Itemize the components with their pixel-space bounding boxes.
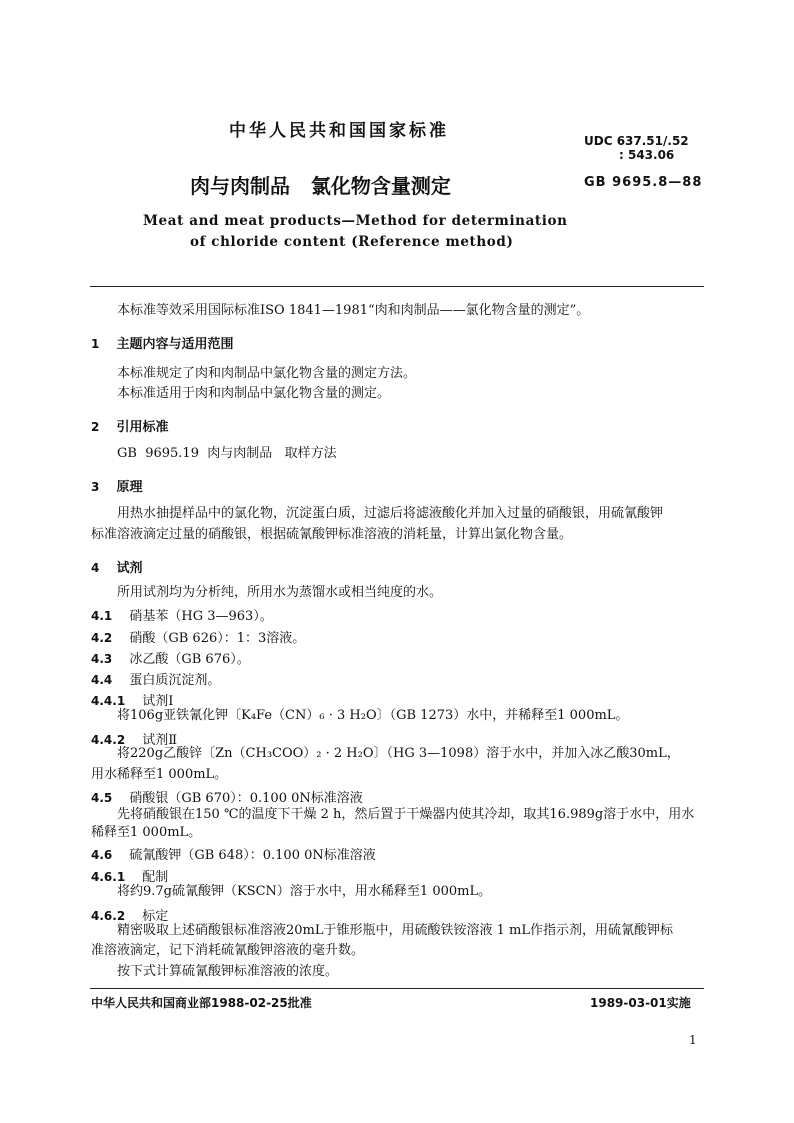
clause-text: 硝酸（GB 626）：1：3溶液。 xyxy=(129,631,306,646)
clause-number: 4.4 xyxy=(91,673,113,687)
page-number: 1 xyxy=(689,1033,697,1047)
section-3-paragraph-line-1: 用热水抽提样品中的氯化物，沉淀蛋白质，过滤后将滤液酸化并加入过量的硝酸银，用硫氰酸钾 xyxy=(117,506,664,521)
clause-4-4-1-text: 将106g亚铁氰化钾〔K₄Fe（CN）₆ · 3 H₂O〕（GB 1273）水中，并稀释至1 000mL。 xyxy=(117,708,629,723)
section-4-heading xyxy=(91,557,142,576)
section-number: 2 xyxy=(91,420,100,434)
gb-number: GB 9695.8—88 xyxy=(584,175,703,190)
org-title: 中华人民共和国国家标准 xyxy=(229,121,449,141)
clause-text: 试剂Ⅰ xyxy=(142,694,174,709)
footer-divider xyxy=(90,988,704,989)
section-number: 3 xyxy=(91,480,100,494)
section-title: 试剂 xyxy=(116,561,143,576)
clause-text: 配制 xyxy=(142,870,169,885)
clause-4-3 xyxy=(91,648,250,671)
section-4-intro: 所用试剂均为分析纯，所用水为蒸馏水或相当纯度的水。 xyxy=(117,585,443,600)
section-2-heading xyxy=(91,416,168,435)
clause-4-6-2-text-line-2: 准溶液滴定，记下消耗硫氰酸钾溶液的毫升数。 xyxy=(91,943,365,958)
clause-4-4-2-text-line-2: 用水稀释至1 000mL。 xyxy=(91,767,228,782)
section-1-paragraph-2: 本标准适用于肉和肉制品中氯化物含量的测定。 xyxy=(117,386,391,401)
clause-number: 4.4.2 xyxy=(91,733,126,747)
clause-4-2 xyxy=(91,627,305,650)
clause-4-5-text-line-1: 先将硝酸银在150 ℃的温度下干燥 2 h，然后置于干燥器内使其冷却，取其16.989g溶于水中，用水 xyxy=(117,807,695,822)
clause-number: 4.6.2 xyxy=(91,909,126,923)
clause-number: 4.1 xyxy=(91,609,113,623)
clause-4-4 xyxy=(91,669,220,692)
udc-line-2: : 543.06 xyxy=(619,148,675,162)
clause-number: 4.2 xyxy=(91,631,113,645)
section-2-reference: GB 9695.19 肉与肉制品 取样方法 xyxy=(117,446,337,461)
clause-4-6-1-text: 将约9.7g硫氰酸钾（KSCN）溶于水中，用水稀释至1 000mL。 xyxy=(117,884,492,899)
udc-line-1: UDC 637.51/.52 xyxy=(584,134,689,148)
clause-4-4-2-text-line-1: 将220g乙酸锌〔Zn（CH₃COO）₂ · 2 H₂O〕（HG 3—1098）溶于水中，并加入冰乙酸30mL， xyxy=(117,746,680,761)
clause-4-5-text-line-2: 稀释至1 000mL。 xyxy=(91,825,202,840)
section-title: 原理 xyxy=(116,480,143,495)
section-number: 1 xyxy=(91,337,100,351)
section-3-paragraph-line-2: 标准溶液滴定过量的硝酸银，根据硫氰酸钾标准溶液的消耗量，计算出氯化物含量。 xyxy=(91,527,573,542)
clause-4-6 xyxy=(91,844,376,867)
section-1-heading xyxy=(91,333,233,352)
clause-text: 硝基苯（HG 3—963）。 xyxy=(129,609,273,624)
clause-number: 4.5 xyxy=(91,791,113,805)
clause-number: 4.6 xyxy=(91,848,113,862)
section-3-heading xyxy=(91,476,142,495)
clause-text: 硝酸银（GB 670）：0.100 0N标准溶液 xyxy=(129,791,363,806)
english-title-line-1: Meat and meat products—Method for determination xyxy=(143,213,568,229)
section-1-paragraph-1: 本标准规定了肉和肉制品中氯化物含量的测定方法。 xyxy=(117,366,417,381)
clause-4-6-2-text-line-1: 精密吸取上述硝酸银标准溶液20mL于锥形瓶中，用硫酸铁铵溶液 1 mL作指示剂，用硫氰酸钾标 xyxy=(117,923,673,938)
section-title: 引用标准 xyxy=(116,420,169,435)
clause-number: 4.3 xyxy=(91,652,113,666)
page-title: 肉与肉制品 氯化物含量测定 xyxy=(190,174,451,198)
approval-line: 中华人民共和国商业部1988-02-25批准 xyxy=(91,996,312,1010)
header-divider xyxy=(90,286,704,287)
clause-text: 冰乙酸（GB 676）。 xyxy=(129,652,250,667)
section-title: 主题内容与适用范围 xyxy=(116,337,234,352)
clause-number: 4.6.1 xyxy=(91,870,126,884)
intro-paragraph: 本标准等效采用国际标准ISO 1841—1981“肉和肉制品——氯化物含量的测定”。 xyxy=(117,303,590,318)
clause-4-1 xyxy=(91,605,273,628)
section-number: 4 xyxy=(91,561,100,575)
english-title-line-2: of chloride content (Reference method) xyxy=(190,234,514,250)
clause-4-6-2-text-line-3: 按下式计算硫氰酸钾标准溶液的浓度。 xyxy=(117,964,339,979)
clause-text: 试剂Ⅱ xyxy=(142,733,178,748)
clause-text: 标定 xyxy=(142,909,169,924)
clause-text: 蛋白质沉淀剂。 xyxy=(129,673,221,688)
clause-text: 硫氰酸钾（GB 648）：0.100 0N标准溶液 xyxy=(129,848,376,863)
effective-date: 1989-03-01实施 xyxy=(590,996,691,1010)
clause-number: 4.4.1 xyxy=(91,694,126,708)
